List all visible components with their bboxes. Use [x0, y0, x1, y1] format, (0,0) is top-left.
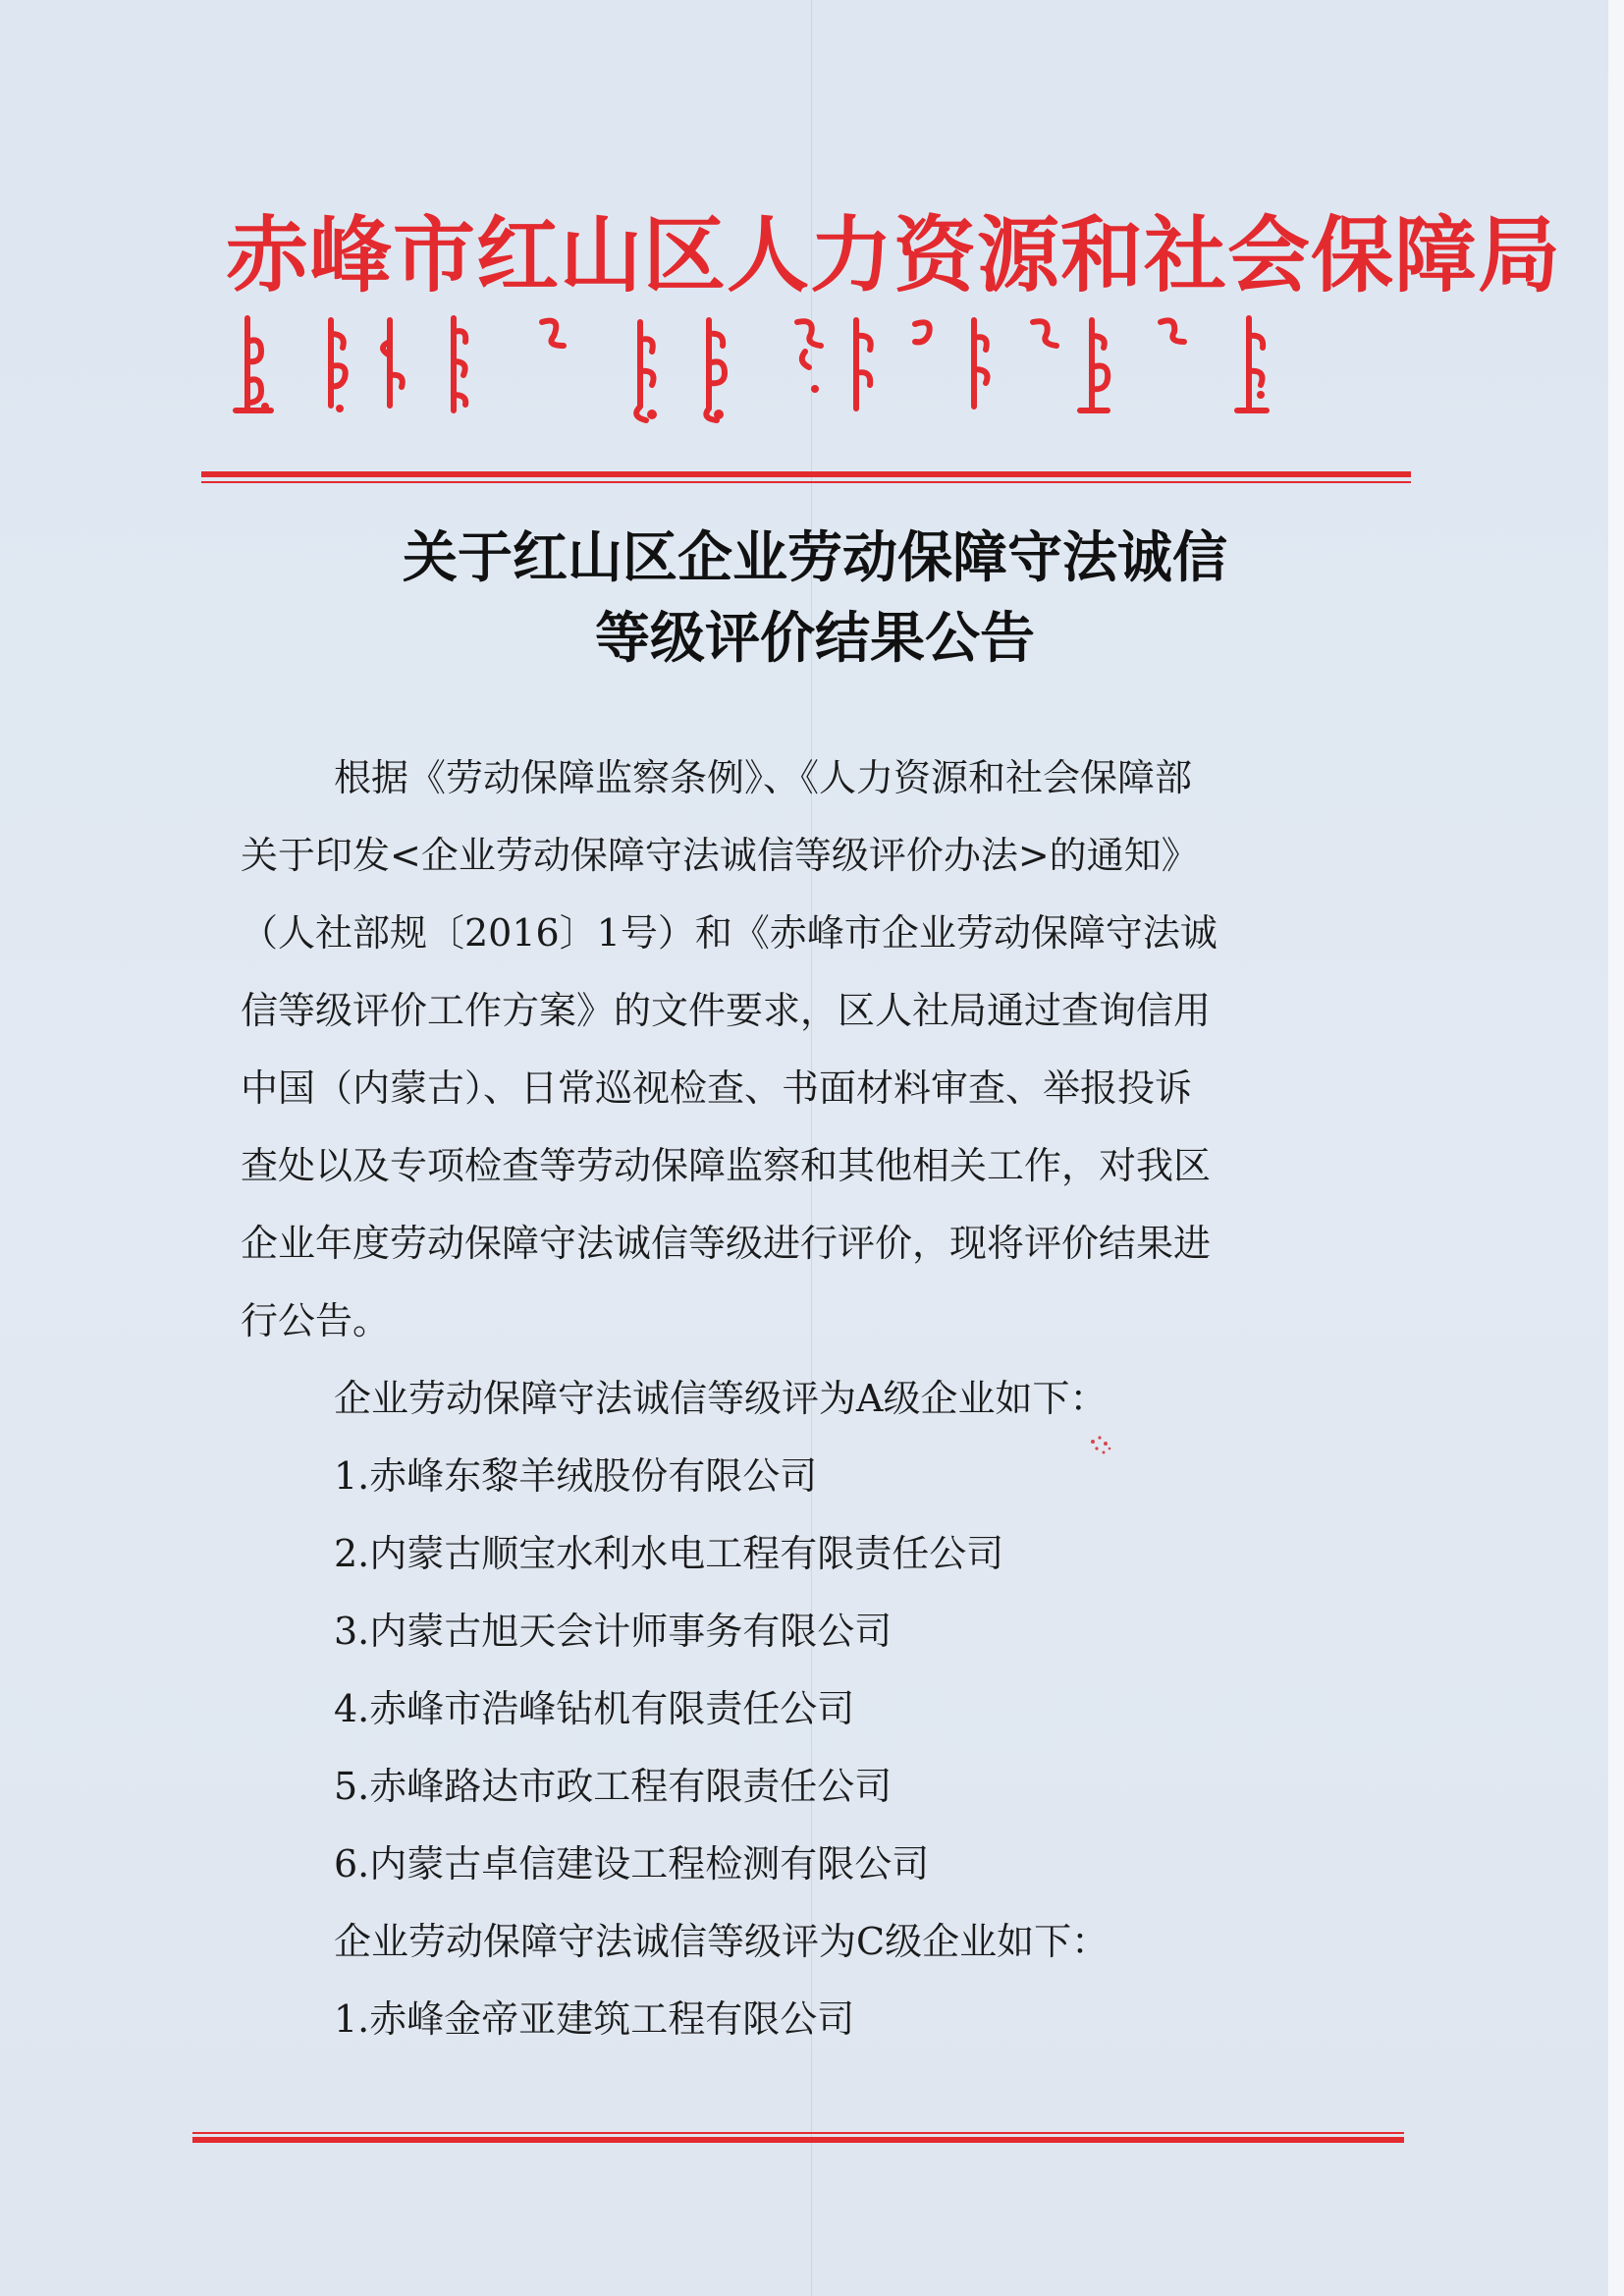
- body-line-1: 根据《劳动保障监察条例》、《人力资源和社会保障部: [334, 756, 1193, 799]
- body-line-7: 企业年度劳动保障守法诚信等级进行评价，现将评价结果进: [241, 1222, 1212, 1265]
- body-line-5: 中国（内蒙古）、日常巡视检查、书面材料审查、举报投诉: [241, 1066, 1193, 1110]
- footer-rule-thin: [192, 2132, 1404, 2134]
- notice-title-line-2: 等级评价结果公告: [595, 606, 1035, 671]
- a-level-company: 5.赤峰路达市政工程有限责任公司: [334, 1765, 893, 1808]
- body-line-6: 查处以及专项检查等劳动保障监察和其他相关工作，对我区: [241, 1144, 1212, 1187]
- body-line-4: 信等级评价工作方案》的文件要求，区人社局通过查询信用: [241, 989, 1212, 1032]
- a-level-company: 3.内蒙古旭天会计师事务有限公司: [334, 1610, 893, 1653]
- header-rule-thick: [201, 471, 1411, 477]
- scan-edge: [1608, 0, 1624, 2296]
- footer-rule-thick: [192, 2137, 1404, 2143]
- a-level-company: 4.赤峰市浩峰钻机有限责任公司: [334, 1687, 855, 1730]
- a-level-company: 6.内蒙古卓信建设工程检测有限公司: [334, 1842, 930, 1886]
- a-level-company: 1.赤峰东黎羊绒股份有限公司: [334, 1454, 818, 1498]
- c-level-heading: 企业劳动保障守法诚信等级评为C级企业如下：: [334, 1920, 1110, 1963]
- c-level-company: 1.赤峰金帝亚建筑工程有限公司: [334, 1997, 855, 2041]
- letterhead-org-name: 赤峰市红山区人力资源和社会保障局: [226, 206, 1562, 303]
- mongolian-script-logo: [228, 312, 1406, 425]
- a-level-company: 2.内蒙古顺宝水利水电工程有限责任公司: [334, 1532, 1004, 1575]
- body-line-8: 行公告。: [241, 1299, 391, 1342]
- header-rule-thin: [201, 481, 1411, 483]
- red-ink-speck: [1088, 1434, 1113, 1459]
- a-level-heading: 企业劳动保障守法诚信等级评为A级企业如下：: [334, 1377, 1108, 1420]
- body-line-2: 关于印发<企业劳动保障守法诚信等级评价办法>的通知》: [241, 834, 1199, 877]
- body-line-3: （人社部规〔2016〕1号）和《赤峰市企业劳动保障守法诚: [241, 911, 1218, 955]
- notice-title-line-1: 关于红山区企业劳动保障守法诚信: [403, 525, 1227, 590]
